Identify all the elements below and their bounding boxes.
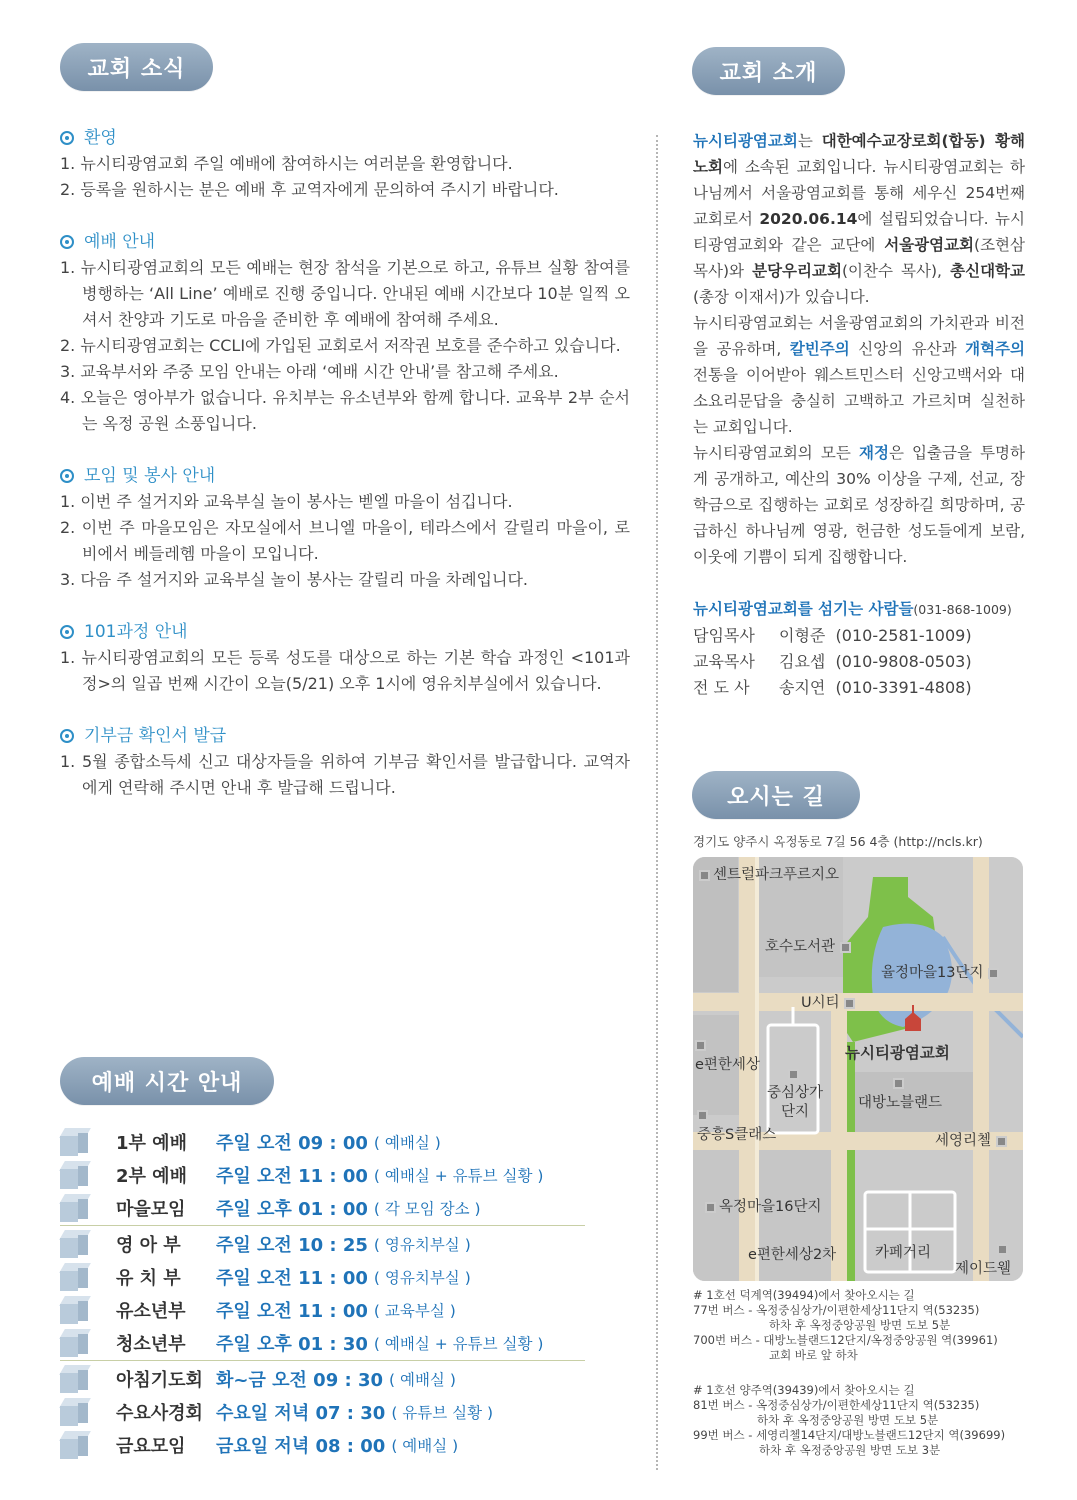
route-line: 81번 버스 - 옥정중심상가/이편한세상11단지 역(53235) — [693, 1398, 980, 1412]
keyword: 개혁주의 — [965, 340, 1025, 358]
staff-row — [693, 623, 1025, 649]
welcome-title-text: 환영 — [84, 128, 117, 148]
schedule-row — [60, 1260, 585, 1293]
schedule-name: 청소년부 — [116, 1333, 186, 1355]
map-label-central-park — [699, 863, 839, 884]
related-school: 총신대학교 — [950, 262, 1025, 280]
cube-icon — [60, 1398, 90, 1426]
building-icon — [699, 870, 710, 881]
text-span: 에 소속된 교회입니다. 뉴시티광염교회는 하나님께서 서울광염교회를 통해 세우신 254번째 교회로서 — [693, 158, 1025, 228]
schedule-location: ( 예배실 ) — [373, 1133, 441, 1152]
building-icon — [697, 1110, 708, 1121]
schedule-name: 수요사경회 — [116, 1402, 203, 1424]
map-label-text: 세영리첼 — [935, 1133, 992, 1149]
staff-role: 전 도 사 — [693, 678, 750, 697]
worship-title — [60, 229, 630, 255]
circle-bullet-icon — [60, 469, 74, 483]
related-church: 서울광염교회 — [884, 236, 975, 254]
list-item: 1. 이번 주 설거지와 교육부실 놀이 봉사는 벧엘 마을이 섬깁니다. — [60, 492, 513, 511]
directions-header: 오시는 길 — [692, 771, 860, 819]
cube-icon — [60, 1296, 90, 1324]
list-item: 1. 뉴시티광염교회의 모든 등록 성도를 대상으로 하는 기본 학습 과정인 <101과정>의 일곱 번째 시간이 오늘(5/21) 오후 1시에 영유치부실에서 있습니다. — [60, 648, 630, 693]
map-label-yuljeong13 — [881, 961, 1002, 982]
building-icon — [705, 1202, 716, 1213]
welcome-title — [60, 125, 630, 151]
building-icon — [695, 1040, 706, 1051]
list-item: 1. 뉴시티광염교회 주일 예배에 참여하시는 여러분을 환영합니다. — [60, 154, 513, 173]
staff-phone: (010-3391-4808) — [835, 678, 972, 697]
cube-icon — [60, 1365, 90, 1393]
news-column — [60, 125, 630, 827]
schedule-time: 주일 오전 10 : 25 — [216, 1234, 368, 1256]
schedule-location: ( 예배실 ) — [391, 1436, 459, 1455]
schedule-name: 유 치 부 — [116, 1267, 181, 1289]
cube-icon — [60, 1329, 90, 1357]
staff-name: 송지연 — [779, 678, 826, 697]
map-label-cafe: 카페거리 — [875, 1245, 932, 1261]
schedule-location: ( 예배실 + 유튜브 실황 ) — [373, 1166, 544, 1185]
schedule-location: ( 영유치부실 ) — [373, 1235, 471, 1254]
cube-icon — [60, 1161, 90, 1189]
schedule-name: 마을모임 — [116, 1198, 186, 1220]
route-2 — [693, 1383, 1025, 1458]
worship-section — [60, 229, 630, 437]
location-map — [693, 857, 1023, 1281]
column-divider — [656, 135, 658, 1470]
course-title — [60, 619, 630, 645]
schedule-name: 유소년부 — [116, 1300, 186, 1322]
address: 경기도 양주시 옥정동로 7길 56 4층 (http://ncls.kr) — [693, 834, 983, 849]
list-item: 2. 등록을 원하시는 분은 예배 후 교역자에게 문의하여 주시기 바랍니다. — [60, 180, 559, 199]
schedule-separator — [60, 1360, 585, 1361]
schedule-time: 주일 오후 01 : 00 — [216, 1198, 368, 1220]
staff-phone: (010-9808-0503) — [835, 652, 972, 671]
circle-bullet-icon — [60, 625, 74, 639]
cube-icon — [60, 1230, 90, 1258]
route-line: 교회 바로 앞 하차 — [769, 1348, 858, 1362]
route-line: 700번 버스 - 대방노블랜드12단지/옥정중앙공원 역(39961) — [693, 1333, 998, 1347]
map-label-library — [765, 935, 854, 956]
receipt-title-text: 기부금 확인서 발급 — [84, 726, 227, 746]
schedule-location: ( 예배실 ) — [389, 1370, 456, 1389]
news-header: 교회 소식 — [60, 43, 213, 91]
route-1 — [693, 1288, 1025, 1363]
text-span: 뉴시티광염교회는 서울광염교회의 가치관과 비전을 공유하며, — [693, 314, 1025, 358]
schedule-location: ( 유튜브 실황 ) — [391, 1403, 494, 1422]
schedule-row — [60, 1158, 585, 1191]
church-name: 뉴시티광염교회 — [693, 132, 798, 150]
list-item: 2. 뉴시티광염교회는 CCLI에 가입된 교회로서 저작권 보호를 준수하고 있습니다. — [60, 336, 621, 355]
text-span: 은 입출금을 투명하게 공개하고, 예산의 30% 이상을 구제, 선교, 장학금으로 집행하는 교회로 성장하길 희망하며, 공급하신 하나님께 영광, 헌금한 성도들에게 보람, 이웃에 기쁨이 되게 집행합니다. — [693, 444, 1025, 566]
schedule-time: 화~금 오전 09 : 30 — [216, 1369, 383, 1391]
list-item: 3. 다음 주 설거지와 교육부실 놀이 봉사는 갈릴리 마을 차례입니다. — [60, 570, 528, 589]
list-item: 1. 5월 종합소득세 신고 대상자들을 위하여 기부금 확인서를 발급합니다. 교역자에게 연락해 주시면 안내 후 발급해 드립니다. — [60, 752, 630, 797]
map-label-seyoung — [935, 1129, 1010, 1150]
staff-phone: (010-2581-1009) — [835, 626, 972, 645]
cube-icon — [60, 1263, 90, 1291]
receipt-section — [60, 723, 630, 801]
staff-role: 교육목사 — [693, 652, 755, 671]
schedule-time: 주일 오전 11 : 00 — [216, 1165, 368, 1187]
staff-title — [693, 596, 1025, 623]
map-label-jungheung — [697, 1107, 776, 1144]
cube-icon — [60, 1194, 90, 1222]
map-label-text: 율정마을13단지 — [881, 965, 984, 981]
service-section — [60, 463, 630, 593]
founding-date: 2020.06.14 — [759, 210, 858, 228]
route-line: # 1호선 덕계역(39494)에서 찾아오시는 길 — [693, 1288, 915, 1302]
schedule-location: ( 영유치부실 ) — [373, 1268, 471, 1287]
building-icon — [840, 942, 851, 953]
schedule-row — [60, 1293, 585, 1326]
intro-paragraph-2 — [693, 310, 1025, 440]
schedule-name: 금요모임 — [116, 1435, 186, 1457]
map-label-text: 단지 — [781, 1104, 810, 1120]
welcome-section — [60, 125, 630, 203]
schedule-name: 2부 예배 — [116, 1165, 187, 1187]
list-item: 1. 뉴시티광염교회의 모든 예배는 현장 참석을 기본으로 하고, 유튜브 실황 참여를 병행하는 ‘All Line’ 예배로 진행 중입니다. 안내된 예배 시간보다 10분 일찍 오셔서 찬양과 기도로 마음을 준비한 후 예배에 참여해 주세요. — [60, 258, 630, 329]
schedule-row — [60, 1227, 585, 1260]
map-label-text: 호수도서관 — [765, 939, 836, 955]
staff-role: 담임목사 — [693, 626, 755, 645]
schedule-time: 수요일 저녁 07 : 30 — [216, 1402, 386, 1424]
schedule-separator — [60, 1225, 585, 1226]
cube-icon — [60, 1128, 90, 1156]
staff-title-text: 뉴시티광염교회를 섬기는 사람들 — [693, 600, 914, 618]
cube-icon — [60, 1431, 90, 1459]
schedule-row — [60, 1191, 585, 1224]
text-span: 신앙의 유산과 — [849, 340, 966, 358]
building-icon — [844, 998, 855, 1009]
map-label-text: U시티 — [801, 995, 840, 1011]
schedule-row — [60, 1326, 585, 1359]
worship-schedule — [60, 1125, 585, 1461]
route-line: 하차 후 옥정중앙공원 방면 도보 5분 — [757, 1413, 939, 1427]
list-item: 3. 교육부서와 주중 모임 안내는 아래 ‘예배 시간 안내’를 참고해 주세요. — [60, 362, 559, 381]
staff-name: 이형준 — [779, 626, 826, 645]
schedule-row — [60, 1362, 585, 1395]
text-span: 전통을 이어받아 웨스트민스터 신앙고백서와 대소요리문답을 충실히 고백하고 가르치며 실천하는 교회입니다. — [693, 366, 1025, 436]
route-line: 하차 후 옥정중앙공원 방면 도보 5분 — [769, 1318, 951, 1332]
route-line: 99번 버스 - 세영리첼14단지/대방노블랜드12단지 역(39699) — [693, 1428, 1006, 1442]
schedule-name: 아침기도회 — [116, 1369, 203, 1391]
text-span: 는 — [797, 132, 822, 150]
schedule-row — [60, 1428, 585, 1461]
map-label-text: 옥정마을16단지 — [719, 1199, 822, 1215]
schedule-location: ( 예배실 + 유튜브 실황 ) — [373, 1334, 544, 1353]
schedule-name: 영 아 부 — [116, 1234, 181, 1256]
circle-bullet-icon — [60, 131, 74, 145]
map-label-text: 중심상가 — [767, 1085, 824, 1101]
map-label-text: 중흥S클래스 — [697, 1127, 777, 1143]
text-span: (총장 이재서)가 있습니다. — [693, 288, 870, 306]
building-icon — [988, 968, 999, 979]
map-label-text: 대방노블랜드 — [858, 1095, 943, 1111]
building-icon — [893, 1078, 904, 1089]
map-label-text: e편한세상 — [695, 1057, 760, 1073]
related-church: 분당우리교회 — [752, 262, 842, 280]
map-label-epyeonhan2 — [748, 1243, 836, 1264]
text-span: (이찬수 목사), — [841, 262, 951, 280]
schedule-name: 1부 예배 — [116, 1132, 187, 1154]
keyword: 칼빈주의 — [789, 340, 850, 358]
route-line: # 1호선 양주역(39439)에서 찾아오시는 길 — [693, 1383, 915, 1397]
list-item: 4. 오늘은 영아부가 없습니다. 유치부는 유소년부와 함께 합니다. 교육부 2부 순서는 옥정 공원 소풍입니다. — [60, 388, 630, 433]
church-phone: (031-868-1009) — [913, 602, 1012, 617]
staff-row — [693, 649, 1025, 675]
schedule-time: 금요일 저녁 08 : 00 — [216, 1435, 386, 1457]
staff-row — [693, 675, 1025, 701]
text-span: (조현삼 목사)와 — [693, 236, 1025, 280]
map-label-daebang — [858, 1075, 942, 1112]
route-line: 하차 후 옥정중앙공원 방면 도보 3분 — [759, 1443, 941, 1457]
circle-bullet-icon — [60, 729, 74, 743]
receipt-title — [60, 723, 630, 749]
building-icon — [997, 1244, 1008, 1255]
route-line: 77번 버스 - 옥정중심상가/이편한세상11단지 역(53235) — [693, 1303, 980, 1317]
schedule-row — [60, 1395, 585, 1428]
map-label-text: e편한세상2차 — [748, 1247, 837, 1263]
map-label-church: 뉴시티광염교회 — [845, 1044, 950, 1062]
map-label-okjeong16 — [705, 1195, 822, 1216]
map-label-ucity — [801, 991, 858, 1012]
text-span: 뉴시티광염교회의 모든 — [693, 444, 859, 462]
schedule-time: 주일 오전 11 : 00 — [216, 1300, 368, 1322]
denomination: 대한예수교장로회(합동) 황해노회 — [693, 132, 1025, 176]
map-label-text: 제이드웰 — [955, 1261, 1012, 1277]
intro-header: 교회 소개 — [692, 47, 845, 95]
staff-name: 김요셉 — [779, 652, 826, 671]
map-label-epyeonhan — [695, 1037, 760, 1074]
circle-bullet-icon — [60, 235, 74, 249]
service-title-text: 모임 및 봉사 안내 — [84, 466, 216, 486]
schedule-header: 예배 시간 안내 — [60, 1057, 274, 1105]
course-section — [60, 619, 630, 697]
worship-title-text: 예배 안내 — [84, 232, 156, 252]
schedule-time: 주일 오전 11 : 00 — [216, 1267, 368, 1289]
course-title-text: 101과정 안내 — [84, 622, 188, 642]
map-label-jade — [955, 1241, 1011, 1278]
schedule-time: 주일 오전 09 : 00 — [216, 1132, 368, 1154]
list-item: 2. 이번 주 마을모임은 자모실에서 브니엘 마을이, 테라스에서 갈릴리 마을이, 로비에서 베들레헴 마을이 모입니다. — [60, 518, 630, 563]
building-icon — [996, 1136, 1007, 1147]
schedule-location: ( 교육부실 ) — [373, 1301, 456, 1320]
intro-paragraph-1 — [693, 128, 1025, 310]
text-span: 에 설립되었습니다. 뉴시티광염교회와 같은 교단에 — [693, 210, 1025, 254]
building-icon — [788, 1069, 799, 1080]
intro-column — [693, 128, 1025, 701]
schedule-time: 주일 오후 01 : 30 — [216, 1333, 368, 1355]
service-title — [60, 463, 630, 489]
keyword: 재정 — [859, 444, 889, 462]
map-label-text: 센트럴파크푸르지오 — [713, 867, 840, 883]
schedule-row — [60, 1125, 585, 1158]
schedule-location: ( 각 모임 장소 ) — [373, 1199, 481, 1218]
intro-paragraph-3 — [693, 440, 1025, 570]
